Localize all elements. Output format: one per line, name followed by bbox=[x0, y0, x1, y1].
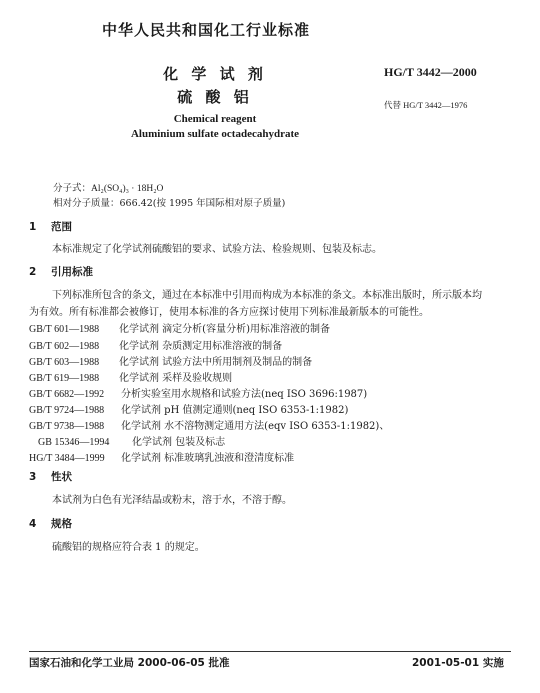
section-title: 规格 bbox=[51, 518, 72, 530]
reference-title: 化学试剂 采样及验收规则 bbox=[119, 373, 233, 384]
section-body-scope: 本标准规定了化学试剂硫酸铝的要求、试验方法、检验规则、包装及标志。 bbox=[52, 244, 382, 255]
title-english-line1: Chemical reagent bbox=[173, 113, 257, 125]
section-title: 引用标准 bbox=[51, 266, 93, 278]
section-heading-references bbox=[29, 264, 93, 279]
formula-value: Al₂(SO₄)₃ · 18H₂O bbox=[91, 184, 164, 194]
section-number: 2 bbox=[29, 266, 37, 278]
reference-item bbox=[29, 320, 330, 335]
reference-title: 化学试剂 滴定分析(容量分析)用标准溶液的制备 bbox=[119, 324, 330, 335]
reference-title: 化学试剂 杂质测定用标准溶液的制备 bbox=[119, 341, 283, 352]
molecular-formula bbox=[53, 180, 163, 194]
reference-item bbox=[29, 449, 294, 464]
section-number: 3 bbox=[29, 471, 37, 483]
reference-item bbox=[29, 353, 312, 368]
reference-code: HG/T 3484—1999 bbox=[29, 453, 105, 464]
section-title: 性状 bbox=[51, 471, 72, 483]
reference-code: GB/T 6682—1992 bbox=[29, 389, 105, 400]
section-body-references-line1: 下列标准所包含的条文，通过在本标准中引用而构成为本标准的条文。本标准出版时，所示版本均 bbox=[52, 290, 482, 301]
title-chinese-line1: 化 学 试 剂 bbox=[163, 65, 267, 83]
section-heading-properties bbox=[29, 469, 72, 484]
reference-item bbox=[38, 433, 225, 448]
section-number: 1 bbox=[29, 221, 37, 233]
reference-code: GB/T 602—1988 bbox=[29, 341, 100, 352]
reference-code: GB/T 9724—1988 bbox=[29, 405, 105, 416]
reference-item bbox=[29, 369, 232, 384]
reference-code: GB 15346—1994 bbox=[38, 437, 110, 448]
reference-code: GB/T 9738—1988 bbox=[29, 421, 105, 432]
approval-line: 国家石油和化学工业局 2000-06-05 批准 bbox=[29, 657, 230, 669]
section-title: 范围 bbox=[51, 221, 72, 233]
reference-title: 分析实验室用水规格和试验方法(neq ISO 3696:1987) bbox=[121, 389, 368, 400]
reference-code: GB/T 601—1988 bbox=[29, 324, 100, 335]
reference-title: 化学试剂 pH 值测定通则(neq ISO 6353-1:1982) bbox=[121, 405, 349, 416]
reference-item bbox=[29, 417, 389, 432]
reference-title: 化学试剂 试验方法中所用制剂及制品的制备 bbox=[119, 357, 313, 368]
title-english-line2: Aluminium sulfate octadecahydrate bbox=[130, 128, 300, 140]
reference-title: 化学试剂 标准玻璃乳浊液和澄清度标准 bbox=[121, 453, 295, 464]
reference-item bbox=[29, 385, 367, 400]
title-chinese-line2: 硫 酸 铝 bbox=[177, 88, 253, 106]
reference-title: 化学试剂 包装及标志 bbox=[132, 437, 226, 448]
standard-org-title: 中华人民共和国化工行业标准 bbox=[102, 21, 311, 39]
reference-title: 化学试剂 水不溶物测定通用方法(eqv ISO 6353-1:1982)、 bbox=[121, 421, 390, 432]
reference-code: GB/T 619—1988 bbox=[29, 373, 100, 384]
formula-label: 分子式： bbox=[53, 183, 92, 194]
standard-code: HG/T 3442—2000 bbox=[384, 65, 477, 79]
section-number: 4 bbox=[29, 518, 37, 530]
relative-molecular-mass: 相对分子质量：666.42(按 1995 年国际相对原子质量) bbox=[53, 198, 286, 209]
footer-divider bbox=[29, 651, 511, 652]
section-heading-scope bbox=[29, 219, 72, 234]
section-heading-specification bbox=[29, 516, 72, 531]
reference-code: GB/T 603—1988 bbox=[29, 357, 100, 368]
section-body-properties: 本试剂为白色有光泽结晶或粉末，溶于水，不溶于醇。 bbox=[52, 495, 292, 506]
reference-item bbox=[29, 401, 348, 416]
reference-item bbox=[29, 337, 282, 352]
section-body-specification: 硫酸铝的规格应符合表 1 的规定。 bbox=[52, 542, 205, 553]
section-body-references-line2: 为有效。所有标准都会被修订，使用本标准的各方应探讨使用下列标准最新版本的可能性。 bbox=[29, 307, 429, 318]
effective-date-line: 2001-05-01 实施 bbox=[412, 657, 504, 669]
replaces-standard: 代替 HG/T 3442—1976 bbox=[384, 100, 468, 110]
